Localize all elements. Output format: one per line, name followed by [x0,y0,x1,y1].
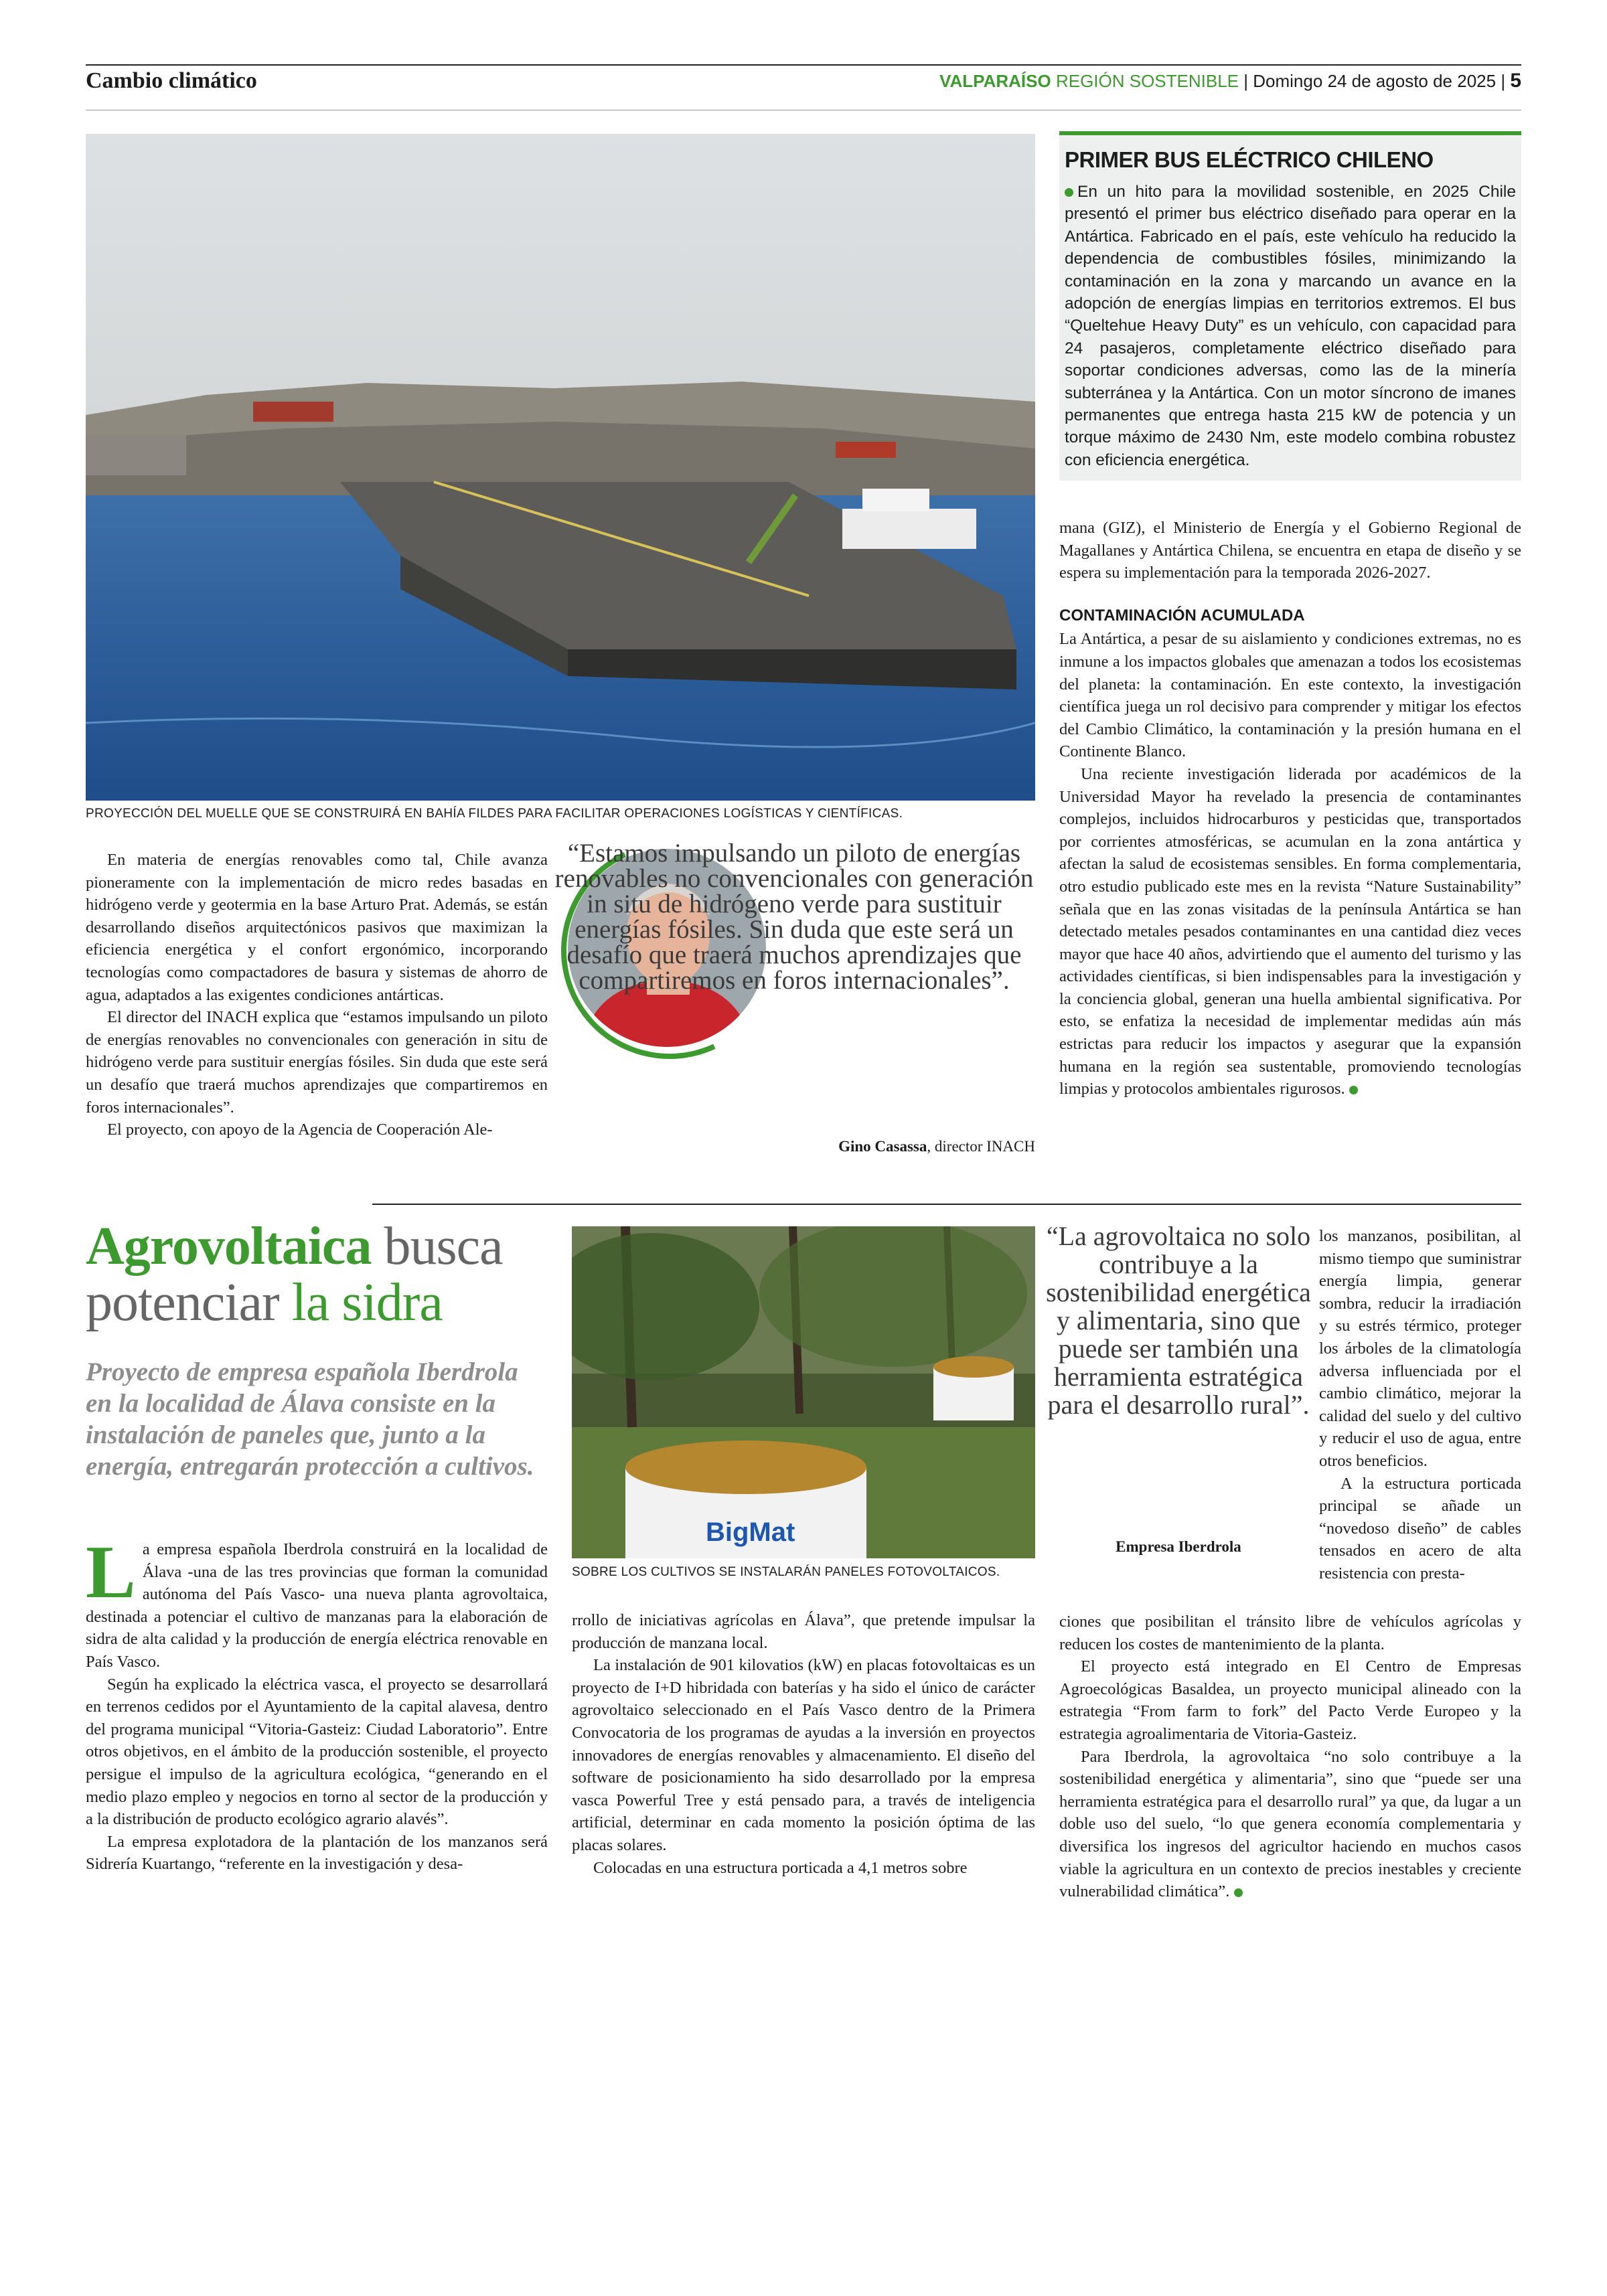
paragraph: A la estructura porticada principal se añade un “novedoso diseño” de cables tensados en acero de alta resistencia con presta- [1319,1474,1521,1582]
sidebar-text-wrap [1065,181,1516,471]
paragraph: En materia de energías renovables como tal, Chile avanza pioneramente con la implementación de micro redes basadas en hidrógeno verde y geotermia en la base Arturo Prat. Además, se están desarrollando diseños arquitectónicos pasivos que maximizan la eficiencia energética y el confort ergonómico, incorporando tecnologías como compactadores de basura y sistemas de ahorro de agua, adaptados a las exigentes condiciones antárticas. [86,851,548,1004]
paragraph: Según ha explicado la eléctrica vasca, el proyecto se desarrollará en terrenos cedidos por el Ayuntamiento de la capital alavesa, dentro del programa municipal “Vitoria-Gasteiz: Ciudad Laboratorio”. Entre otros objetivos, en el ámbito de la producción sostenible, el proyecto persigue el impulso de la agricultura ecológica, “generando en el medio plazo empleo y negocios en torno al sector de la producción y a la distribución de producto ecológico agrario alavés”. [86,1675,548,1829]
quote-author-role: , director INACH [927,1138,1035,1155]
article2-column-2 [572,1609,1035,1879]
paragraph: La Antártica, a pesar de su aislamiento y condiciones extremas, no es inmune a los impactos globales que amenazan a todos los ecosistemas del planeta: la contaminación. En este contexto, la investigación científica juega un rol decisivo para comprender y mitigar los efectos del Cambio Climático, la contaminación y la presión humana en el Continente Blanco. [1059,630,1521,761]
sidebar-box [1059,131,1521,481]
orchard-photo [572,1226,1035,1558]
orchard-photo-caption: SOBRE LOS CULTIVOS SE INSTALARÁN PANELES FOTOVOLTAICOS. [572,1565,1000,1579]
pull-quote-iberdrola: “La agrovoltaica no solo contribuye a la sostenibilidad energética y alimentaria, sino que puede ser también una herramienta estratégica para el desarrollo rural”. [1046,1221,1311,1420]
article-divider [372,1204,1521,1205]
paragraph [86,1531,548,1673]
bag-brand-text: BigMat [706,1518,795,1547]
paragraph-text: Para Iberdrola, la agrovoltaica “no solo contribuye a la sostenibilidad energética y alimentaria”, sino que “puede ser una herramienta estratégica para el desarrollo rural” ya que, da lugar a un doble uso del suelo, “lo que genera economía complementaria y diversifica los ingresos del agricultor haciendo en muchos casos viable la agricultura en un contexto de precios inestables y creciente vulnerabilidad climática”. [1059,1747,1521,1901]
article2-column-3-bottom [1059,1611,1521,1903]
paragraph: El director del INACH explica que “estamos impulsando un piloto de energías renovables no convencionales con generación in situ de hidrógeno verde para sustituir energías fósiles. Sin duda que este será un desafío que traerá muchos aprendizajes que compartiremos en foros internacionales”. [86,1008,548,1117]
publication-brand: VALPARAÍSO [939,71,1051,91]
paragraph [1059,763,1521,1100]
pier-photo-caption: PROYECCIÓN DEL MUELLE QUE SE CONSTRUIRÁ EN BAHÍA FILDES PARA FACILITAR OPERACIONES LOGÍSTICAS Y CIENTÍFICAS. [86,807,903,821]
bullet-dot-icon [1065,188,1073,197]
quote2-attribution: Empresa Iberdrola [1116,1538,1241,1555]
end-dot-icon [1349,1086,1358,1094]
article2-column-1 [86,1531,548,1876]
article2-deck: Proyecto de empresa española Iberdrola en la localidad de Álava consiste en la instalación de paneles que, junto a la energía, entregarán protección a cultivos. [86,1358,534,1481]
headline-part: la sidra [291,1273,443,1332]
sidebar-text: En un hito para la movilidad sostenible, en 2025 Chile presentó el primer bus eléctrico diseñado para operar en la Antártica. Fabricado en el país, este vehículo ha reducido la dependencia de combustibles fósiles, minimizando la contaminación en la zona y marcando un avance en la adopción de energías limpias en territorios extremos. El bus “Queltehue Heavy Duty” es un vehículo, con capacidad para 24 pasajeros, completamente eléctrico diseñado para soportar condiciones adversas, como las de la minería subterránea y la Antártica. Con un motor síncrono de imanes permanentes que entrega hasta 215 kW de potencia y un torque máximo de 2430 Nm, este modelo combina robustez con eficiencia energética. [1065,183,1516,469]
pull-quote-inach: “Estamos impulsando un piloto de energías renovables no convencionales con generación in situ de hidrógeno verde para sustituir energías fósiles. Sin duda que este será un desafío que traerá muchos aprendizajes que compartiremos en foros internacionales”. [554,839,1034,995]
paragraph: La instalación de 901 kilovatios (kW) en placas fotovoltaicas es un proyecto de I+D hibridada con baterías y ha sido el único de carácter agrovoltaico seleccionado en el País Vasco dentro de la Primera Convocatoria de los programas de ayudas a la inversión en proyectos innovadores de energías renovables y almacenamiento. El diseño del software de posicionamiento ha sido desarrollado por la empresa vasca Powerful Tree y está pensado para, a través de inteligencia artificial, determinar en cada momento la posición óptima de las placas solares. [572,1656,1035,1854]
pier-illustration [86,134,1035,801]
publication-subbrand: REGIÓN SOSTENIBLE [1055,71,1239,91]
quote-author-name: Gino Casassa [838,1138,927,1155]
paragraph: rrollo de iniciativas agrícolas en Álava”, que pretende impulsar la producción de manzana local. [572,1611,1035,1652]
issue-date: Domingo 24 de agosto de 2025 [1253,71,1497,91]
top-rule [86,64,1521,66]
paragraph: mana (GIZ), el Ministerio de Energía y el Gobierno Regional de Magallanes y Antártica Chilena, se encuentra en etapa de diseño y se espera su implementación para la temporada 2026-2027. [1059,519,1521,582]
paragraph: El proyecto, con apoyo de la Agencia de Cooperación Ale- [107,1121,493,1139]
end-dot-icon [1234,1888,1243,1897]
paragraph: los manzanos, posibilitan, al mismo tiempo que suministrar energía limpia, generar sombra, reducir la irradiación y su estrés térmico, proteger los árboles de la climatología adversa influenciada por el cambio climático, mejorar la calidad del suelo y del cultivo y reducir el uso de agua, entre otros beneficios. [1319,1227,1521,1470]
paragraph: El proyecto está integrado en El Centro de Empresas Agroecológicas Basaldea, un proyecto municipal alineado con la estrategia “From farm to fork” del Pacto Verde Europeo y la estrategia agroalimentaria de Vitoria-Gasteiz. [1059,1657,1521,1743]
paragraph: La empresa explotadora de la plantación de los manzanos será Sidrería Kuartango, “referente en la investigación y desa- [86,1832,548,1874]
page-number: 5 [1510,70,1521,92]
orchard-illustration [572,1226,1035,1558]
subhead-contaminacion: CONTAMINACIÓN ACUMULADA [1059,606,1305,625]
paragraph: Colocadas en una estructura porticada a 4,1 metros sobre [593,1858,968,1877]
paragraph: ciones que posibilitan el tránsito libre de vehículos agrícolas y reducen los costes de mantenimiento de la planta. [1059,1613,1521,1653]
drop-cap: L [86,1531,136,1614]
headline-part: potenciar [86,1273,292,1332]
headline-part: Agrovoltaica [86,1217,372,1276]
headline-part: busca [371,1217,503,1276]
article2-headline [86,1218,503,1331]
paragraph [1059,1746,1521,1903]
page-header-info: VALPARAÍSO REGIÓN SOSTENIBLE | Domingo 24 de agosto de 2025 | 5 [939,70,1521,92]
section-label: Cambio climático [86,68,257,93]
quote-attribution [737,1138,1035,1155]
article1-left-column [86,849,548,1141]
paragraph-text: Una reciente investigación liderada por académicos de la Universidad Mayor ha revelado la presencia de contaminantes complejos, incluidos hidrocarburos y pesticidas que, transportados por corrientes atmosféricas, se acumulan en la zona antártica y afectan la salud de ecosistemas sensibles. En forma complementaria, otro estudio publicado este mes en la revista “Nature Sustainability” señala que en las zonas visitadas de la península Antártica se han detectado metales pesados contaminantes en una cantidad diez veces mayor que hace 40 años, advirtiendo que el aumento del turismo y las actividades científicas, si bien indispensables para la investigación y la conciencia global, generan una huella ambiental significativa. Por esto, se enfatiza la necesidad de implementar medidas aún más estrictas para reducir los impactos y asegurar que la expansión humana en la región sea sustentable, promoviendo tecnologías limpias y protocolos ambientales rigurosos. [1059,764,1521,1098]
paragraph-text: a empresa española Iberdrola construirá en la localidad de Álava -una de las tres provincias que forman la comunidad autónoma del País Vasco- una nueva planta agrovoltaica, destinada a potenciar el cultivo de manzanas para la elaboración de sidra de alta calidad y la producción de energía eléctrica renovable en País Vasco. [86,1540,548,1671]
article2-column-3-top [1319,1225,1521,1585]
pier-photo [86,134,1035,801]
article1-right-column [1059,517,1521,1100]
sidebar-title: PRIMER BUS ELÉCTRICO CHILENO [1065,147,1434,172]
